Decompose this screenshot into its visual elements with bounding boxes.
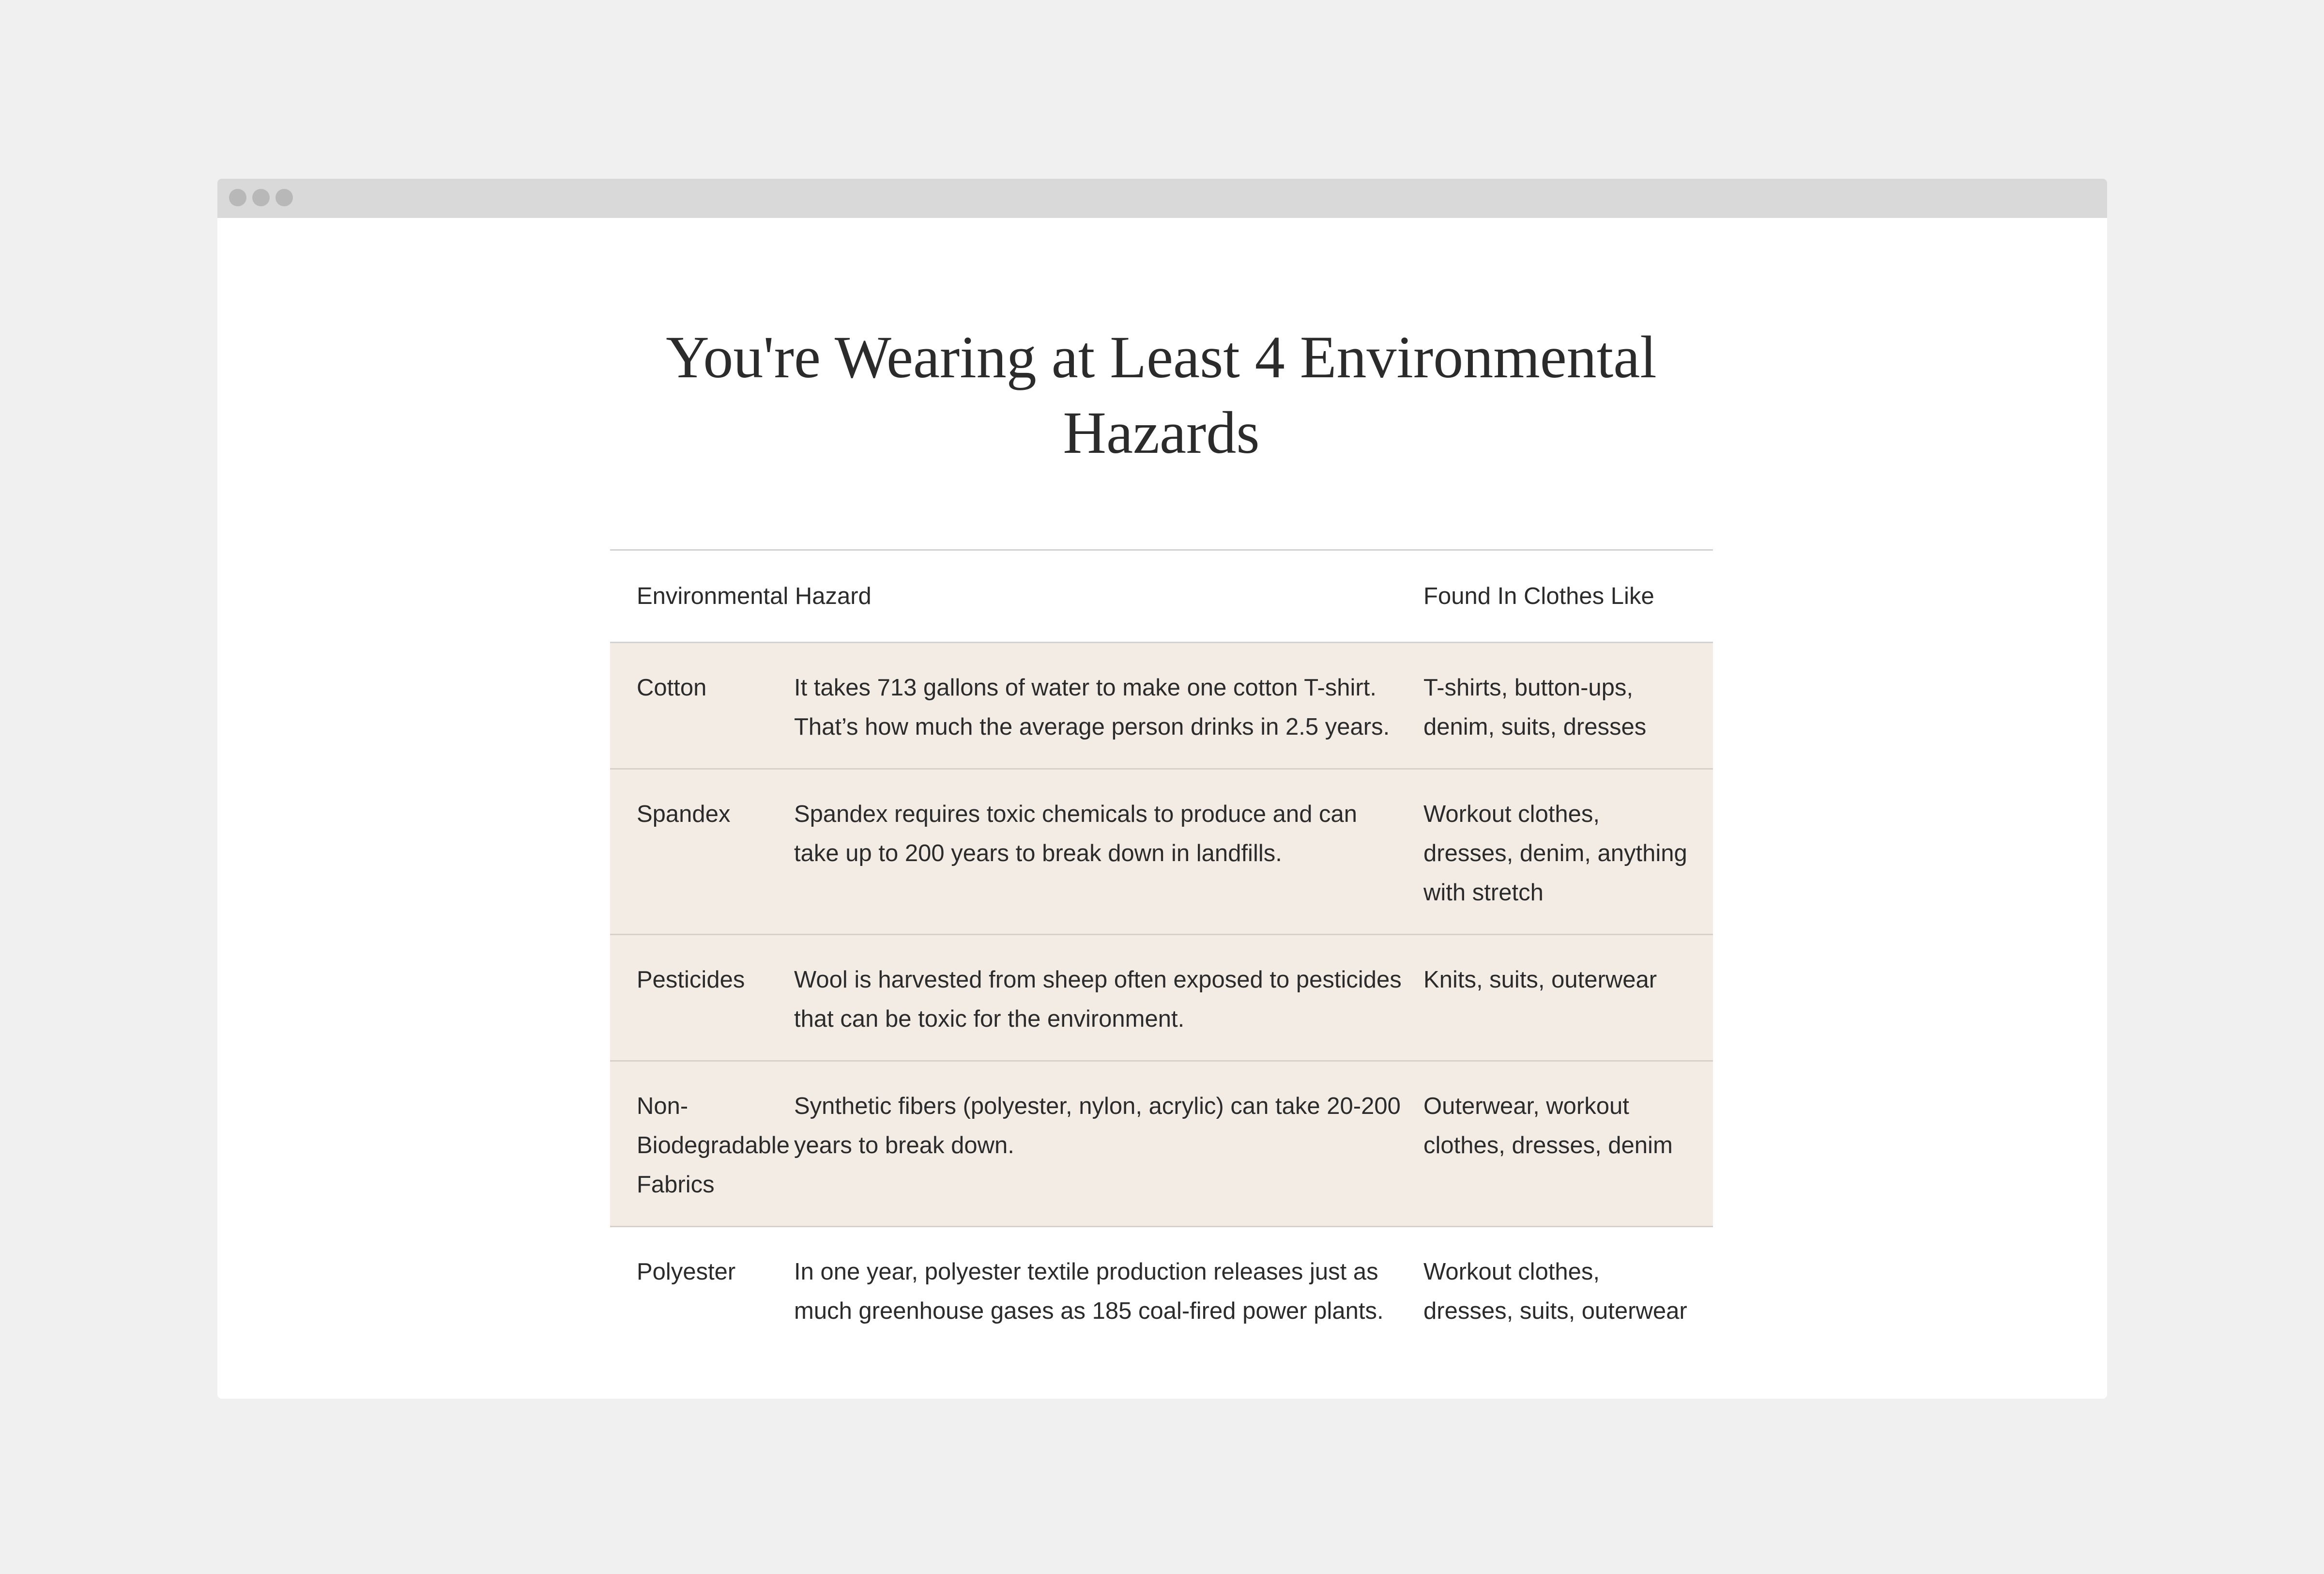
header-found-in-clothes: Found In Clothes Like: [1423, 583, 1654, 609]
window-close-dot[interactable]: [229, 189, 246, 206]
hazard-description: Synthetic fibers (polyester, nylon, acrylic) can take 20-200 years to break down.: [794, 1093, 1401, 1158]
hazards-table: [610, 549, 1713, 1352]
window-titlebar: [217, 179, 2107, 218]
table-row: [610, 1061, 1713, 1227]
table-row: [610, 935, 1713, 1061]
table-row: [610, 769, 1713, 935]
hazard-found-in: Knits, suits, outerwear: [1423, 967, 1657, 993]
hazard-description: Wool is harvested from sheep often exposed to pesticides that can be toxic for the environment.: [794, 967, 1402, 1032]
hazard-found-in: Outerwear, workout clothes, dresses, denim: [1423, 1093, 1673, 1158]
hazard-found-in: Workout clothes, dresses, denim, anything with stretch: [1423, 801, 1687, 906]
hazard-name: Spandex: [637, 801, 731, 827]
hazard-name: Cotton: [637, 675, 707, 701]
window-minimize-dot[interactable]: [252, 189, 270, 206]
table-row: [610, 1227, 1713, 1353]
hazard-description: In one year, polyester textile production releases just as much greenhouse gases as 185 coal-fired power plants.: [794, 1259, 1384, 1324]
hazard-name: Non-Biodegradable Fabrics: [637, 1093, 790, 1198]
hazard-name: Pesticides: [637, 967, 745, 993]
browser-window: [217, 179, 2107, 1399]
page-content: [217, 218, 2107, 1399]
page-title: You're Wearing at Least 4 Environmental Hazards: [666, 324, 1657, 466]
hazard-found-in: Workout clothes, dresses, suits, outerwear: [1423, 1259, 1687, 1324]
window-maximize-dot[interactable]: [275, 189, 293, 206]
table-header-row: [610, 550, 1713, 643]
hazard-found-in: T-shirts, button-ups, denim, suits, dresses: [1423, 675, 1647, 740]
table-row: [610, 643, 1713, 769]
hazard-name: Polyester: [637, 1259, 736, 1285]
header-environmental-hazard: Environmental Hazard: [637, 583, 872, 609]
hazard-description: It takes 713 gallons of water to make one cotton T-shirt. That’s how much the average person drinks in 2.5 years.: [794, 675, 1390, 740]
hazard-description: Spandex requires toxic chemicals to produce and can take up to 200 years to break down in landfills.: [794, 801, 1358, 866]
